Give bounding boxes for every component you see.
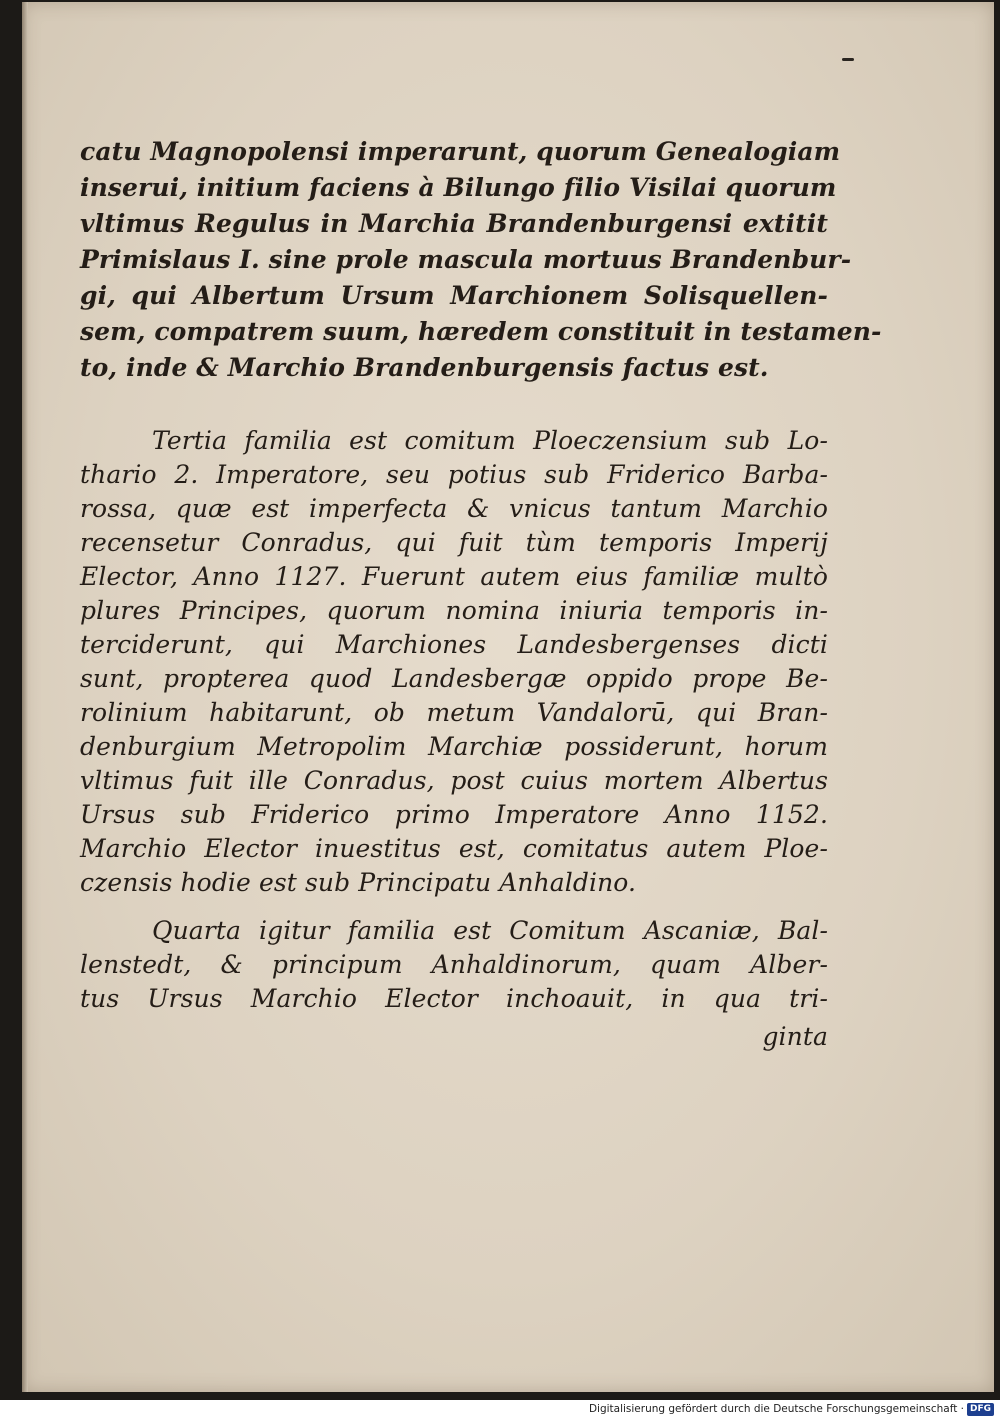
text-line: catu Magnopolensi imperarunt, quorum Genealogiam — [80, 137, 841, 166]
text-line: rossa, quæ est imperfecta & vnicus tantum Marchio — [80, 494, 828, 523]
text-line: inserui, initium faciens à Bilungo filio Visilai quorum — [80, 173, 837, 202]
page-gutter-shadow — [22, 2, 28, 1392]
text-line: plures Principes, quorum nomina iniuria temporis in- — [80, 596, 828, 625]
text-line: thario 2. Imperatore, seu potius sub Friderico Barba- — [80, 460, 828, 489]
paragraph-1 — [80, 134, 882, 386]
paragraph-2 — [80, 424, 828, 900]
catchword: ginta — [762, 1022, 828, 1051]
text-line: Ursus sub Friderico primo Imperatore Anno 1152. — [80, 800, 828, 829]
ink-mark — [842, 58, 854, 61]
text-line: Quarta igitur familia est Comitum Ascaniæ, Bal- — [152, 916, 828, 945]
text-line: terciderunt, qui Marchiones Landesbergenses dicti — [80, 630, 828, 659]
text-line: vltimus fuit ille Conradus, post cuius mortem Albertus — [80, 766, 828, 795]
text-line: Primislaus I. sine prole mascula mortuus Brandenbur- — [80, 245, 852, 274]
text-line: denburgium Metropolim Marchiæ possiderunt, horum — [80, 732, 828, 761]
text-line: lenstedt, & principum Anhaldinorum, quam Alber- — [80, 950, 828, 979]
text-line: tus Ursus Marchio Elector inchoauit, in qua tri- — [80, 984, 828, 1013]
text-line: to, inde & Marchio Brandenburgensis factus est. — [80, 353, 769, 382]
footer-credit: Digitalisierung gefördert durch die Deutsche Forschungsgemeinschaft · — [588, 1403, 964, 1415]
text-line: czensis hodie est sub Principatu Anhaldino. — [80, 868, 637, 897]
text-line: Marchio Elector inuestitus est, comitatus autem Ploe- — [80, 834, 828, 863]
text-line: Elector, Anno 1127. Fuerunt autem eius familiæ multò — [80, 562, 828, 591]
text-line: sem, compatrem suum, hæredem constituit in testamen- — [80, 317, 882, 346]
text-line: gi, qui Albertum Ursum Marchionem Solisquellen- — [80, 281, 828, 310]
text-line: recensetur Conradus, qui fuit tùm temporis Imperij — [80, 528, 828, 557]
footer-bar — [0, 1400, 1000, 1420]
text-line: rolinium habitarunt, ob metum Vandalorū, qui Bran- — [80, 698, 828, 727]
paragraph-3 — [80, 914, 828, 1054]
page-text-block — [80, 134, 882, 1054]
text-line: Tertia familia est comitum Ploeczensium sub Lo- — [152, 426, 828, 455]
text-line: sunt, propterea quod Landesbergæ oppido prope Be- — [80, 664, 828, 693]
dfg-logo: DFG — [967, 1403, 994, 1416]
text-line: vltimus Regulus in Marchia Brandenburgensi extitit — [80, 209, 828, 238]
